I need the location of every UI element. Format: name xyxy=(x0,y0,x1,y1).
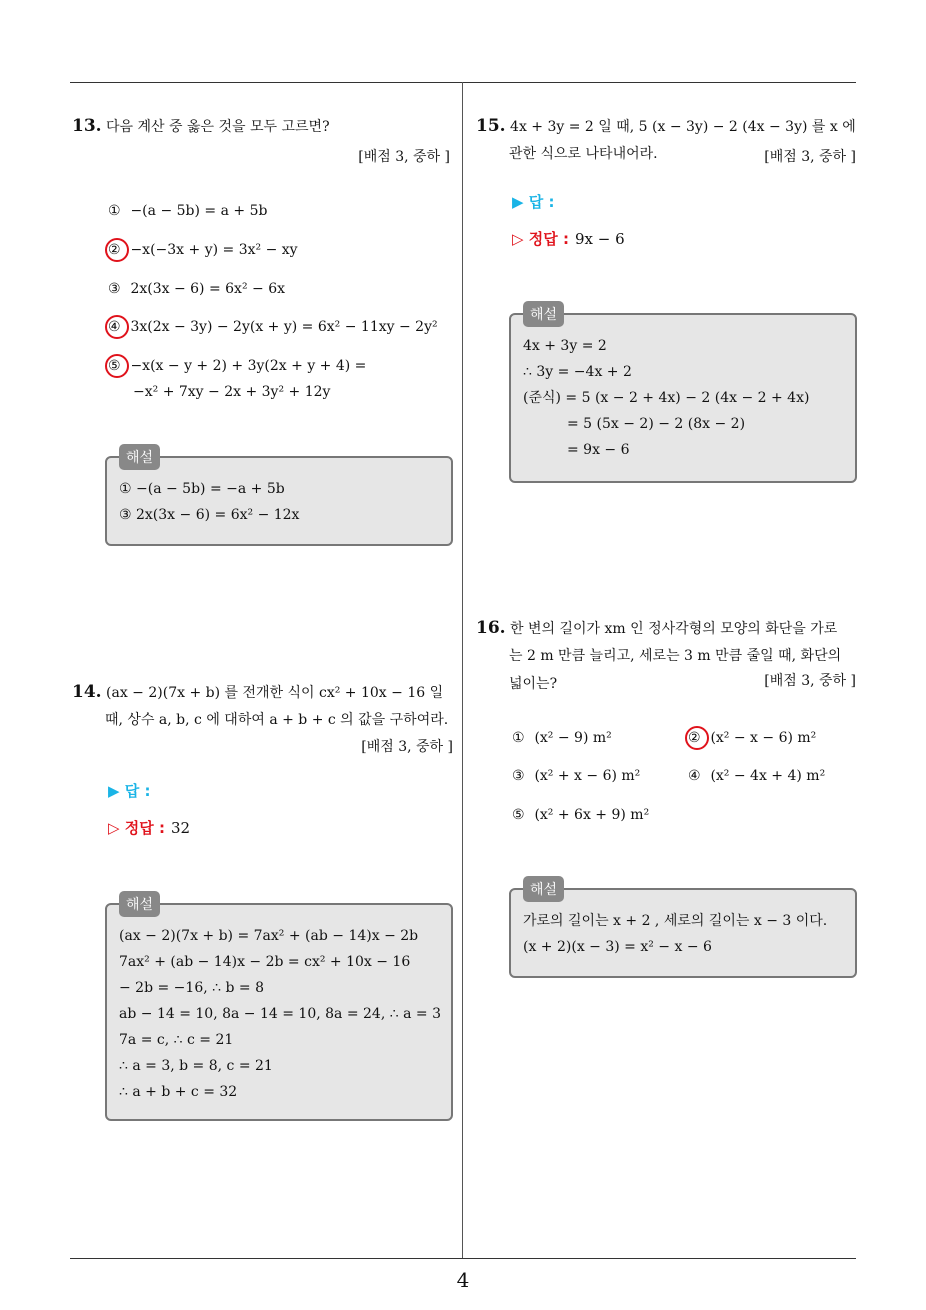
answer-input-label[interactable]: ▶ 답 : xyxy=(108,782,151,800)
solution-line: 4x + 3y = 2 xyxy=(523,338,607,354)
selected-circle-mark xyxy=(105,315,129,339)
solution-tag: 해설 xyxy=(523,876,564,902)
question-number: 14. xyxy=(72,682,102,702)
score-meta: [배점 3, 중하 ] xyxy=(358,149,450,165)
solution-line: ∴ a + b + c = 32 xyxy=(119,1084,238,1100)
selected-circle-mark xyxy=(105,238,129,262)
question-14 xyxy=(72,678,443,707)
question-text: (ax − 2)(7x + b) 를 전개한 식이 cx² + 10x − 16 일 xyxy=(106,685,444,701)
option-3[interactable]: ③ 2x(3x − 6) = 6x² − 6x xyxy=(108,281,285,297)
solution-tag: 해설 xyxy=(523,301,564,327)
solution-line: ③ 2x(3x − 6) = 6x² − 12x xyxy=(119,507,300,523)
solution-line: = 9x − 6 xyxy=(567,442,630,458)
solution-line: 7a = c, ∴ c = 21 xyxy=(119,1032,234,1048)
solution-line: (ax − 2)(7x + b) = 7ax² + (ab − 14)x − 2b xyxy=(119,928,419,944)
solution-tag: 해설 xyxy=(119,444,160,470)
solution-line: ∴ 3y = −4x + 2 xyxy=(523,364,632,380)
option-4[interactable]: ④ 3x(2x − 3y) − 2y(x + y) = 6x² − 11xy − 2y² xyxy=(108,319,438,335)
solution-line: ab − 14 = 10, 8a − 14 = 10, 8a = 24, ∴ a = 3 xyxy=(119,1006,441,1022)
solution-box xyxy=(105,450,453,546)
top-rule xyxy=(70,82,856,83)
score-meta: [배점 3, 중하 ] xyxy=(764,149,856,165)
solution-line: = 5 (5x − 2) − 2 (8x − 2) xyxy=(567,416,746,432)
question-text-line2: 때, 상수 a, b, c 에 대하여 a + b + c 의 값을 구하여라. xyxy=(105,712,449,728)
solution-line: − 2b = −16, ∴ b = 8 xyxy=(119,980,264,996)
answer-input-label[interactable]: ▶ 답 : xyxy=(512,193,555,211)
score-meta: [배점 3, 중하 ] xyxy=(361,739,453,755)
column-divider xyxy=(462,82,463,1258)
option-1[interactable]: ① −(a − 5b) = a + 5b xyxy=(108,203,268,219)
selected-circle-mark xyxy=(685,726,709,750)
question-16 xyxy=(476,614,837,643)
solution-box xyxy=(509,307,857,483)
solution-line: 가로의 길이는 x + 2 , 세로의 길이는 x − 3 이다. xyxy=(523,913,828,929)
solution-tag: 해설 xyxy=(119,891,160,917)
question-text: 4x + 3y = 2 일 때, 5 (x − 3y) − 2 (4x − 3y) 를 x 에 xyxy=(510,119,856,135)
option-3[interactable]: ③ (x² + x − 6) m² xyxy=(512,768,641,784)
option-5[interactable]: ⑤ (x² + 6x + 9) m² xyxy=(512,807,650,823)
selected-circle-mark xyxy=(105,354,129,378)
page-number: 4 xyxy=(456,1268,470,1292)
option-4[interactable]: ④ (x² − 4x + 4) m² xyxy=(688,768,826,784)
solution-line: (x + 2)(x − 3) = x² − x − 6 xyxy=(523,939,712,955)
question-13 xyxy=(72,112,330,141)
solution-box xyxy=(509,882,857,978)
question-text: 다음 계산 중 옳은 것을 모두 고르면? xyxy=(106,119,330,135)
option-1[interactable]: ① (x² − 9) m² xyxy=(512,730,612,746)
bottom-rule xyxy=(70,1258,856,1259)
question-number: 13. xyxy=(72,116,102,136)
correct-answer: ▷ 정답 : 9x − 6 xyxy=(512,230,625,248)
question-text-line2: 는 2 m 만큼 늘리고, 세로는 3 m 만큼 줄일 때, 화단의 xyxy=(509,648,842,664)
option-2[interactable]: ② −x(−3x + y) = 3x² − xy xyxy=(108,242,298,258)
option-5-continuation: −x² + 7xy − 2x + 3y² + 12y xyxy=(133,384,331,400)
question-text-line2: 관한 식으로 나타내어라. xyxy=(509,146,658,162)
question-number: 15. xyxy=(476,116,506,136)
solution-line: ∴ a = 3, b = 8, c = 21 xyxy=(119,1058,273,1074)
question-text: 한 변의 길이가 xm 인 정사각형의 모양의 화단을 가로 xyxy=(510,621,838,637)
question-15 xyxy=(476,112,856,141)
question-number: 16. xyxy=(476,618,506,638)
solution-line: 7ax² + (ab − 14)x − 2b = cx² + 10x − 16 xyxy=(119,954,411,970)
score-meta: [배점 3, 중하 ] xyxy=(764,673,856,689)
option-2[interactable]: ② (x² − x − 6) m² xyxy=(688,730,817,746)
question-text-line3: 넓이는? xyxy=(509,676,558,692)
solution-box xyxy=(105,897,453,1121)
solution-line: (준식) = 5 (x − 2 + 4x) − 2 (4x − 2 + 4x) xyxy=(523,390,810,406)
solution-line: ① −(a − 5b) = −a + 5b xyxy=(119,481,285,497)
correct-answer: ▷ 정답 : 32 xyxy=(108,819,191,837)
option-5[interactable]: ⑤ −x(x − y + 2) + 3y(2x + y + 4) = xyxy=(108,358,367,374)
